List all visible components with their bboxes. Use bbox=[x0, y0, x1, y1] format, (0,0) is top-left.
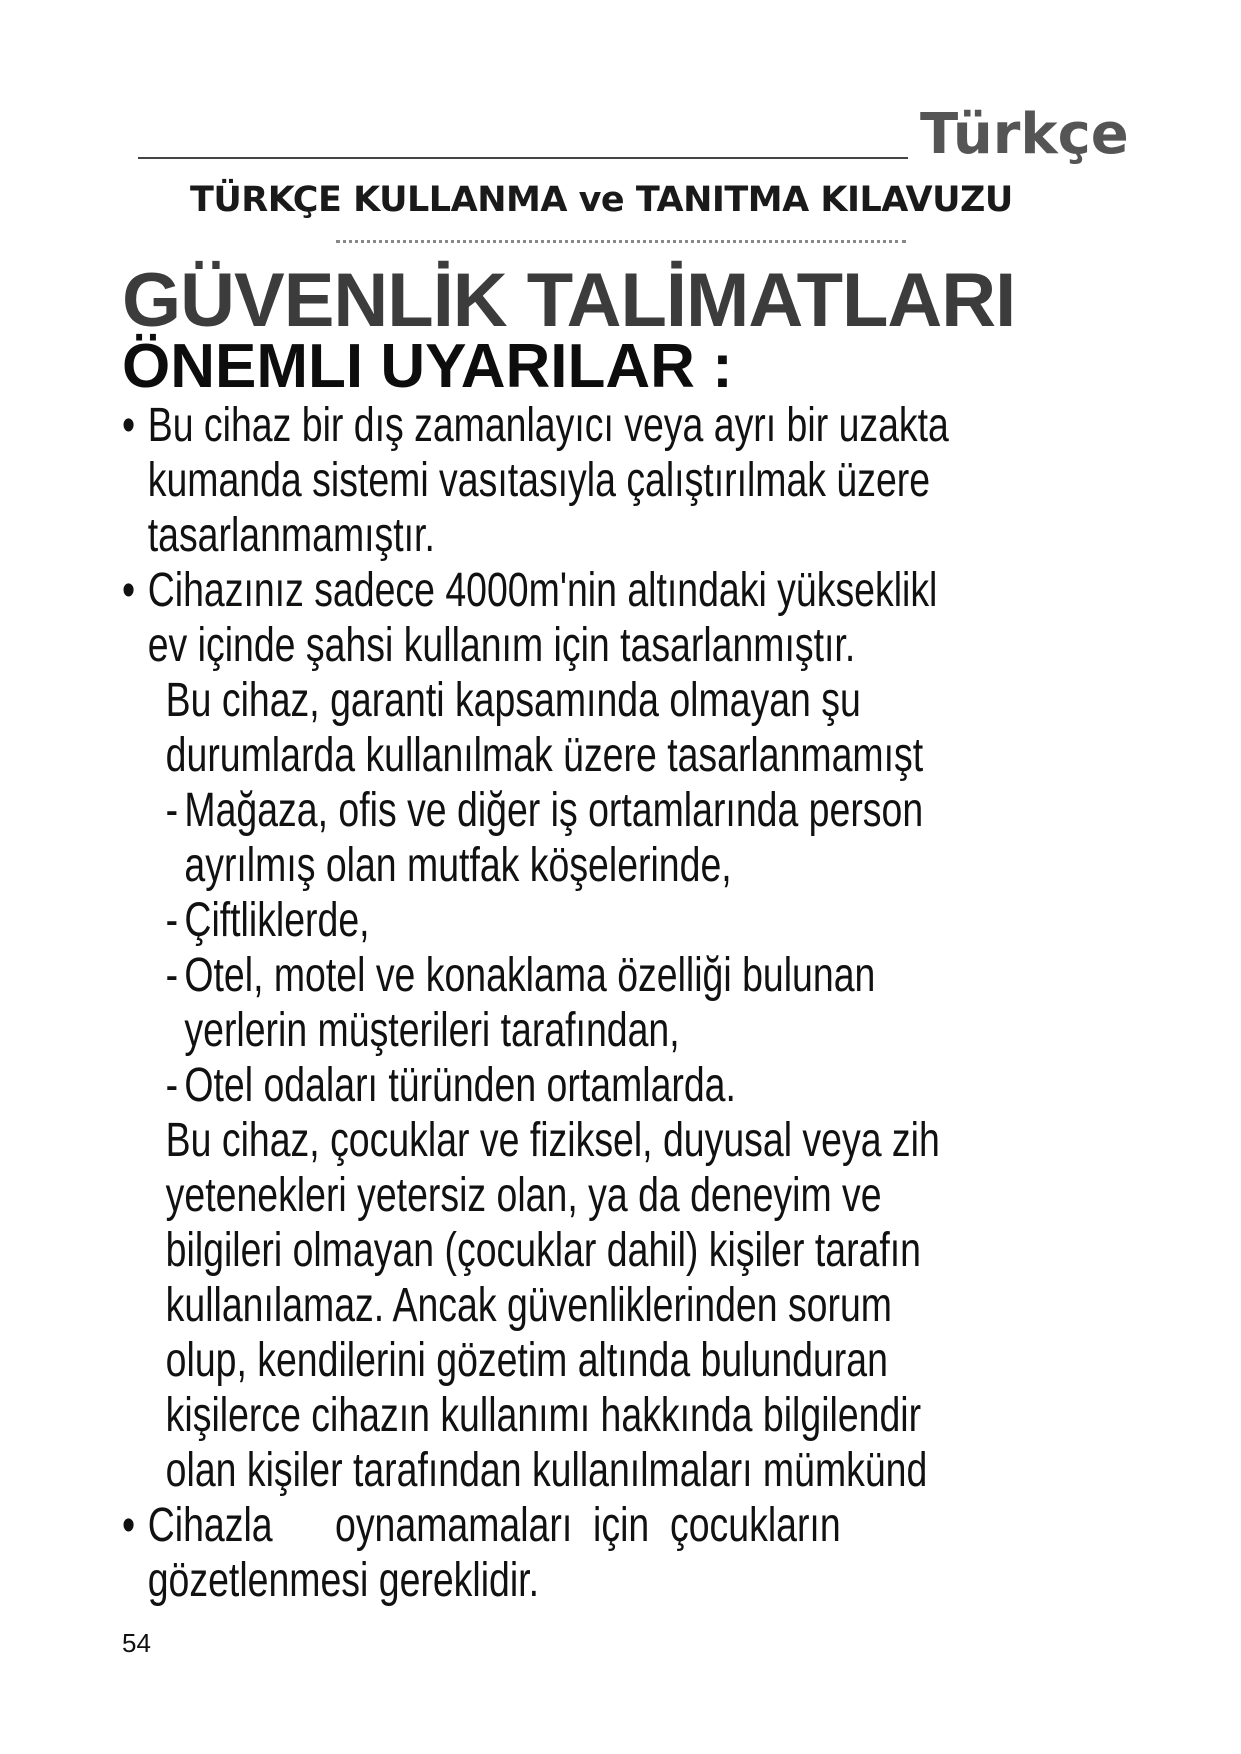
dash-icon: - bbox=[165, 894, 179, 947]
body-line bbox=[122, 673, 964, 728]
dash-item-line bbox=[122, 783, 964, 838]
dash-icon: - bbox=[165, 949, 179, 1002]
body-line bbox=[122, 1553, 964, 1608]
body-line bbox=[122, 1003, 964, 1058]
body-line bbox=[122, 1113, 964, 1168]
bullet-item-line bbox=[122, 1498, 964, 1553]
language-label: Türkçe bbox=[920, 102, 1129, 167]
dash-item-line bbox=[122, 893, 964, 948]
body-text: olup, kendilerini gözetim altında bulunduran bbox=[165, 1334, 888, 1387]
body-text: kumanda sistemi vasıtasıyla çalıştırılmak üzere bbox=[147, 454, 931, 507]
bullet-item-line bbox=[122, 563, 964, 618]
body-line bbox=[122, 1443, 964, 1498]
subsection-heading: ÖNEMLI UYARILAR : bbox=[122, 332, 733, 401]
section-heading: GÜVENLİK TALİMATLARI bbox=[122, 258, 1016, 343]
body-text: bilgileri olmayan (çocuklar dahil) kişiler tarafın bbox=[165, 1224, 922, 1277]
body-text: kişilerce cihazın kullanımı hakkında bilgilendir bbox=[165, 1389, 922, 1442]
bullet-item-line bbox=[122, 398, 964, 453]
body-text: yetenekleri yetersiz olan, ya da deneyim ve bbox=[165, 1169, 882, 1222]
warnings-body bbox=[122, 398, 964, 1608]
body-line bbox=[122, 1223, 964, 1278]
dash-item-line bbox=[122, 948, 964, 1003]
body-text: ayrılmış olan mutfak köşelerinde, bbox=[184, 839, 732, 892]
body-text: Bu cihaz, garanti kapsamında olmayan şu bbox=[165, 674, 861, 727]
body-text: ev içinde şahsi kullanım için tasarlanmıştır. bbox=[147, 619, 856, 672]
body-text: Bu cihaz, çocuklar ve fiziksel, duyusal veya zih bbox=[165, 1114, 940, 1167]
body-text: gözetlenmesi gereklidir. bbox=[147, 1554, 539, 1607]
body-text: kullanılamaz. Ancak güvenliklerinden sorum bbox=[165, 1279, 892, 1332]
body-line bbox=[122, 728, 964, 783]
body-line bbox=[122, 1388, 964, 1443]
body-line bbox=[122, 1168, 964, 1223]
body-text: Cihazınız sadece 4000m'nin altındaki yükseklikl bbox=[147, 564, 938, 617]
bullet-icon: • bbox=[122, 564, 136, 617]
page-number: 54 bbox=[122, 1628, 151, 1658]
body-line bbox=[122, 453, 964, 508]
body-line bbox=[122, 1333, 964, 1388]
body-text: Çiftliklerde, bbox=[184, 894, 370, 947]
body-text: yerlerin müşterileri tarafından, bbox=[184, 1004, 680, 1057]
bullet-icon: • bbox=[122, 399, 136, 452]
body-text: olan kişiler tarafından kullanılmaları mümkünd bbox=[165, 1444, 928, 1497]
dash-item-line bbox=[122, 1058, 964, 1113]
dash-icon: - bbox=[165, 1059, 179, 1112]
body-text: Otel odaları türünden ortamlarda. bbox=[184, 1059, 736, 1112]
body-line bbox=[122, 618, 964, 673]
body-text: Mağaza, ofis ve diğer iş ortamlarında person bbox=[184, 784, 924, 837]
body-text: tasarlanmamıştır. bbox=[147, 509, 435, 562]
manual-title: TÜRKÇE KULLANMA ve TANITMA KILAVUZU bbox=[190, 180, 1013, 220]
body-line bbox=[122, 508, 964, 563]
bullet-icon: • bbox=[122, 1499, 136, 1552]
body-line bbox=[122, 1278, 964, 1333]
dash-icon: - bbox=[165, 784, 179, 837]
body-line bbox=[122, 838, 964, 893]
body-text: durumlarda kullanılmak üzere tasarlanmamışt bbox=[165, 729, 924, 782]
body-text: Otel, motel ve konaklama özelliği bulunan bbox=[184, 949, 876, 1002]
body-text: Bu cihaz bir dış zamanlayıcı veya ayrı bir uzakta bbox=[147, 399, 949, 452]
body-text: Cihazla oynamamaları için çocukların bbox=[147, 1499, 841, 1552]
